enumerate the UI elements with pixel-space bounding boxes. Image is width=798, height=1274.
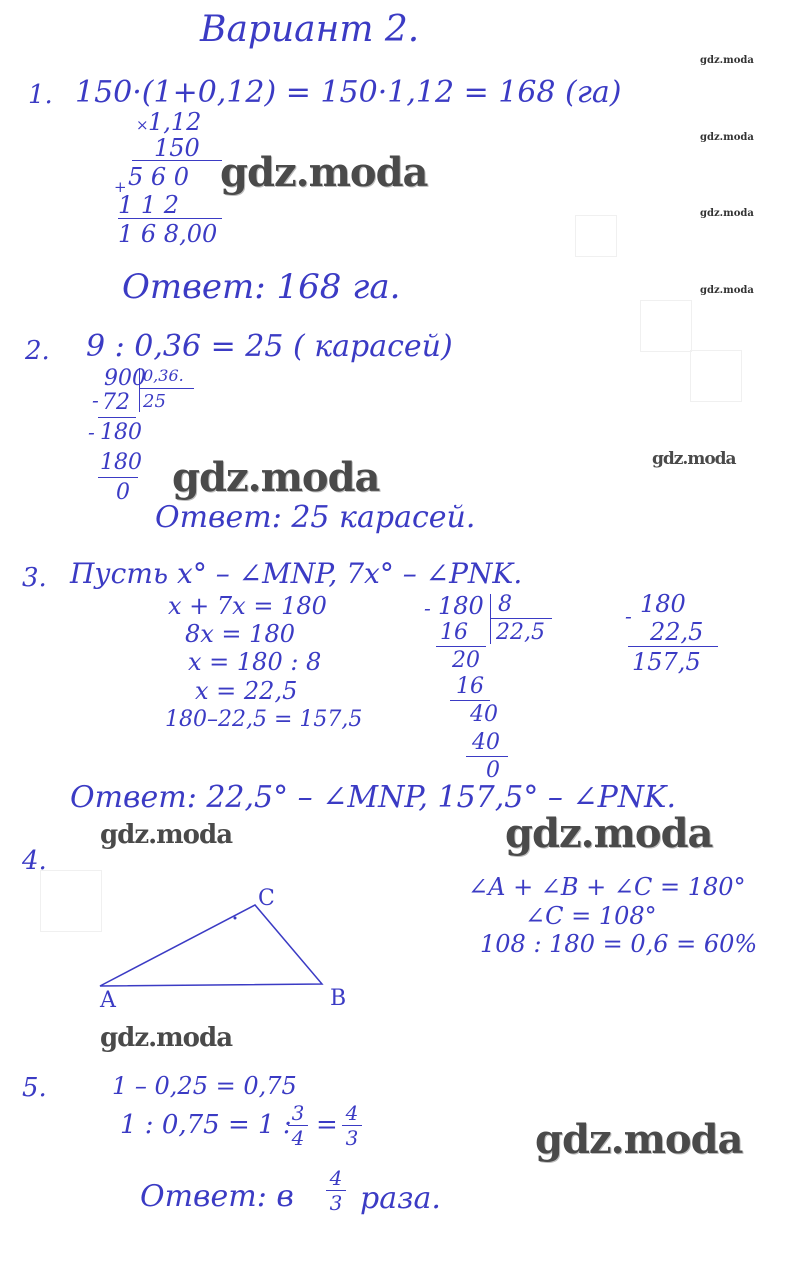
fraction-denominator: 3 — [345, 1126, 359, 1150]
fraction-numerator: 3 — [291, 1101, 305, 1125]
task5-answer-left: Ответ: в — [140, 1179, 294, 1214]
vertex-c-label: C — [258, 886, 275, 911]
task3-sub-minus: - — [625, 604, 632, 628]
task2-answer: Ответ: 25 карасей. — [155, 500, 476, 535]
task3-div-rem1: 20 — [452, 648, 480, 673]
task3-step2: 8x = 180 — [185, 620, 295, 648]
task3-step4: x = 22,5 — [195, 677, 298, 705]
fraction-denominator: 4 — [291, 1126, 305, 1150]
vertex-b-label: B — [330, 986, 347, 1011]
task2-number: 2. — [25, 336, 50, 366]
task1-equation: 150·(1+0,12) = 150·1,12 = 168 (га) — [75, 75, 622, 110]
task5-fraction-3-4 — [288, 1103, 308, 1148]
task3-div-dividend: 180 — [438, 592, 484, 620]
task3-sub-result: 157,5 — [632, 648, 701, 676]
task3-div-quotient: 22,5 — [496, 620, 545, 645]
task2-sub1: 72 — [102, 390, 130, 415]
task5-answer-fraction — [326, 1168, 346, 1213]
task1-partial2: 1 1 2 — [118, 191, 180, 219]
task5-line1: 1 – 0,25 = 0,75 — [112, 1072, 297, 1100]
fraction-numerator: 4 — [329, 1166, 343, 1190]
watermark: gdz.moda — [100, 820, 233, 850]
task5-equals: = — [316, 1110, 338, 1140]
task1-mult-top: 1,12 — [148, 108, 202, 136]
task4-line3: 108 : 180 = 0,6 = 60% — [480, 930, 758, 958]
watermark: gdz.moda — [172, 454, 380, 501]
task3-div-sub3: 40 — [472, 730, 500, 755]
task1-partial1: 5 6 0 — [128, 163, 190, 191]
task1-mult-sign: × — [136, 116, 149, 134]
task3-div-divisor: 8 — [498, 592, 512, 617]
fraction-denominator: 3 — [329, 1191, 343, 1215]
task4-number: 4. — [22, 846, 47, 876]
task1-plus-sign: + — [114, 178, 127, 196]
task3-div-minus: - — [424, 596, 431, 620]
task4-line1: ∠A + ∠B + ∠C = 180° — [468, 873, 746, 901]
task3-number: 3. — [22, 563, 47, 593]
watermark: gdz.moda — [505, 810, 713, 857]
task5-line2-left: 1 : 0,75 = 1 : — [120, 1110, 292, 1140]
task3-div-rem2: 40 — [470, 702, 498, 727]
task5-answer-right: раза. — [360, 1181, 441, 1216]
task3-let: Пусть x° – ∠MNP, 7x° – ∠PNK. — [70, 557, 523, 590]
task3-div-sub1: 16 — [440, 620, 468, 645]
task2-sub2: 180 — [100, 450, 142, 475]
task3-answer: Ответ: 22,5° – ∠MNP, 157,5° – ∠PNK. — [70, 780, 676, 815]
task1-number: 1. — [28, 80, 53, 110]
task3-step1: x + 7x = 180 — [168, 592, 327, 620]
task2-rem1: 180 — [100, 420, 142, 445]
fraction-numerator: 4 — [345, 1101, 359, 1125]
task3-step3: x = 180 : 8 — [188, 648, 322, 676]
task1-mult-second: 150 — [154, 134, 200, 162]
task1-result: 1 6 8,00 — [118, 220, 218, 248]
watermark: gdz.moda — [652, 449, 736, 469]
task4-line2: ∠C = 108° — [525, 902, 657, 930]
vertex-a-label: A — [100, 988, 116, 1013]
task2-quotient: 25 — [143, 391, 166, 412]
watermark: gdz.moda — [700, 132, 754, 143]
task3-step5: 180–22,5 = 157,5 — [165, 707, 363, 732]
task2-equation: 9 : 0,36 = 25 ( карасей) — [86, 329, 453, 364]
watermark: gdz.moda — [700, 208, 754, 219]
task2-minus1: - — [92, 388, 99, 412]
watermark: gdz.moda — [220, 149, 428, 196]
task5-number: 5. — [22, 1073, 47, 1103]
task3-sub-top: 180 — [640, 590, 686, 618]
task3-div-rem-final: 0 — [486, 758, 500, 783]
watermark: gdz.moda — [535, 1116, 743, 1163]
task2-divisor: 0,36. — [143, 366, 184, 385]
task3-div-sub2: 16 — [456, 674, 484, 699]
task2-rem-final: 0 — [116, 480, 130, 505]
triangle-abc — [100, 905, 322, 986]
watermark: gdz.moda — [700, 55, 754, 66]
page-title: Вариант 2. — [200, 9, 420, 50]
task5-fraction-4-3 — [342, 1103, 362, 1148]
watermark: gdz.moda — [100, 1023, 233, 1053]
task1-answer: Ответ: 168 га. — [122, 267, 401, 307]
watermark: gdz.moda — [700, 285, 754, 296]
task3-sub-bottom: 22,5 — [650, 618, 704, 646]
triangle-dot — [234, 917, 237, 920]
task2-dividend: 900 — [104, 366, 146, 391]
task2-minus2: - — [88, 420, 95, 444]
